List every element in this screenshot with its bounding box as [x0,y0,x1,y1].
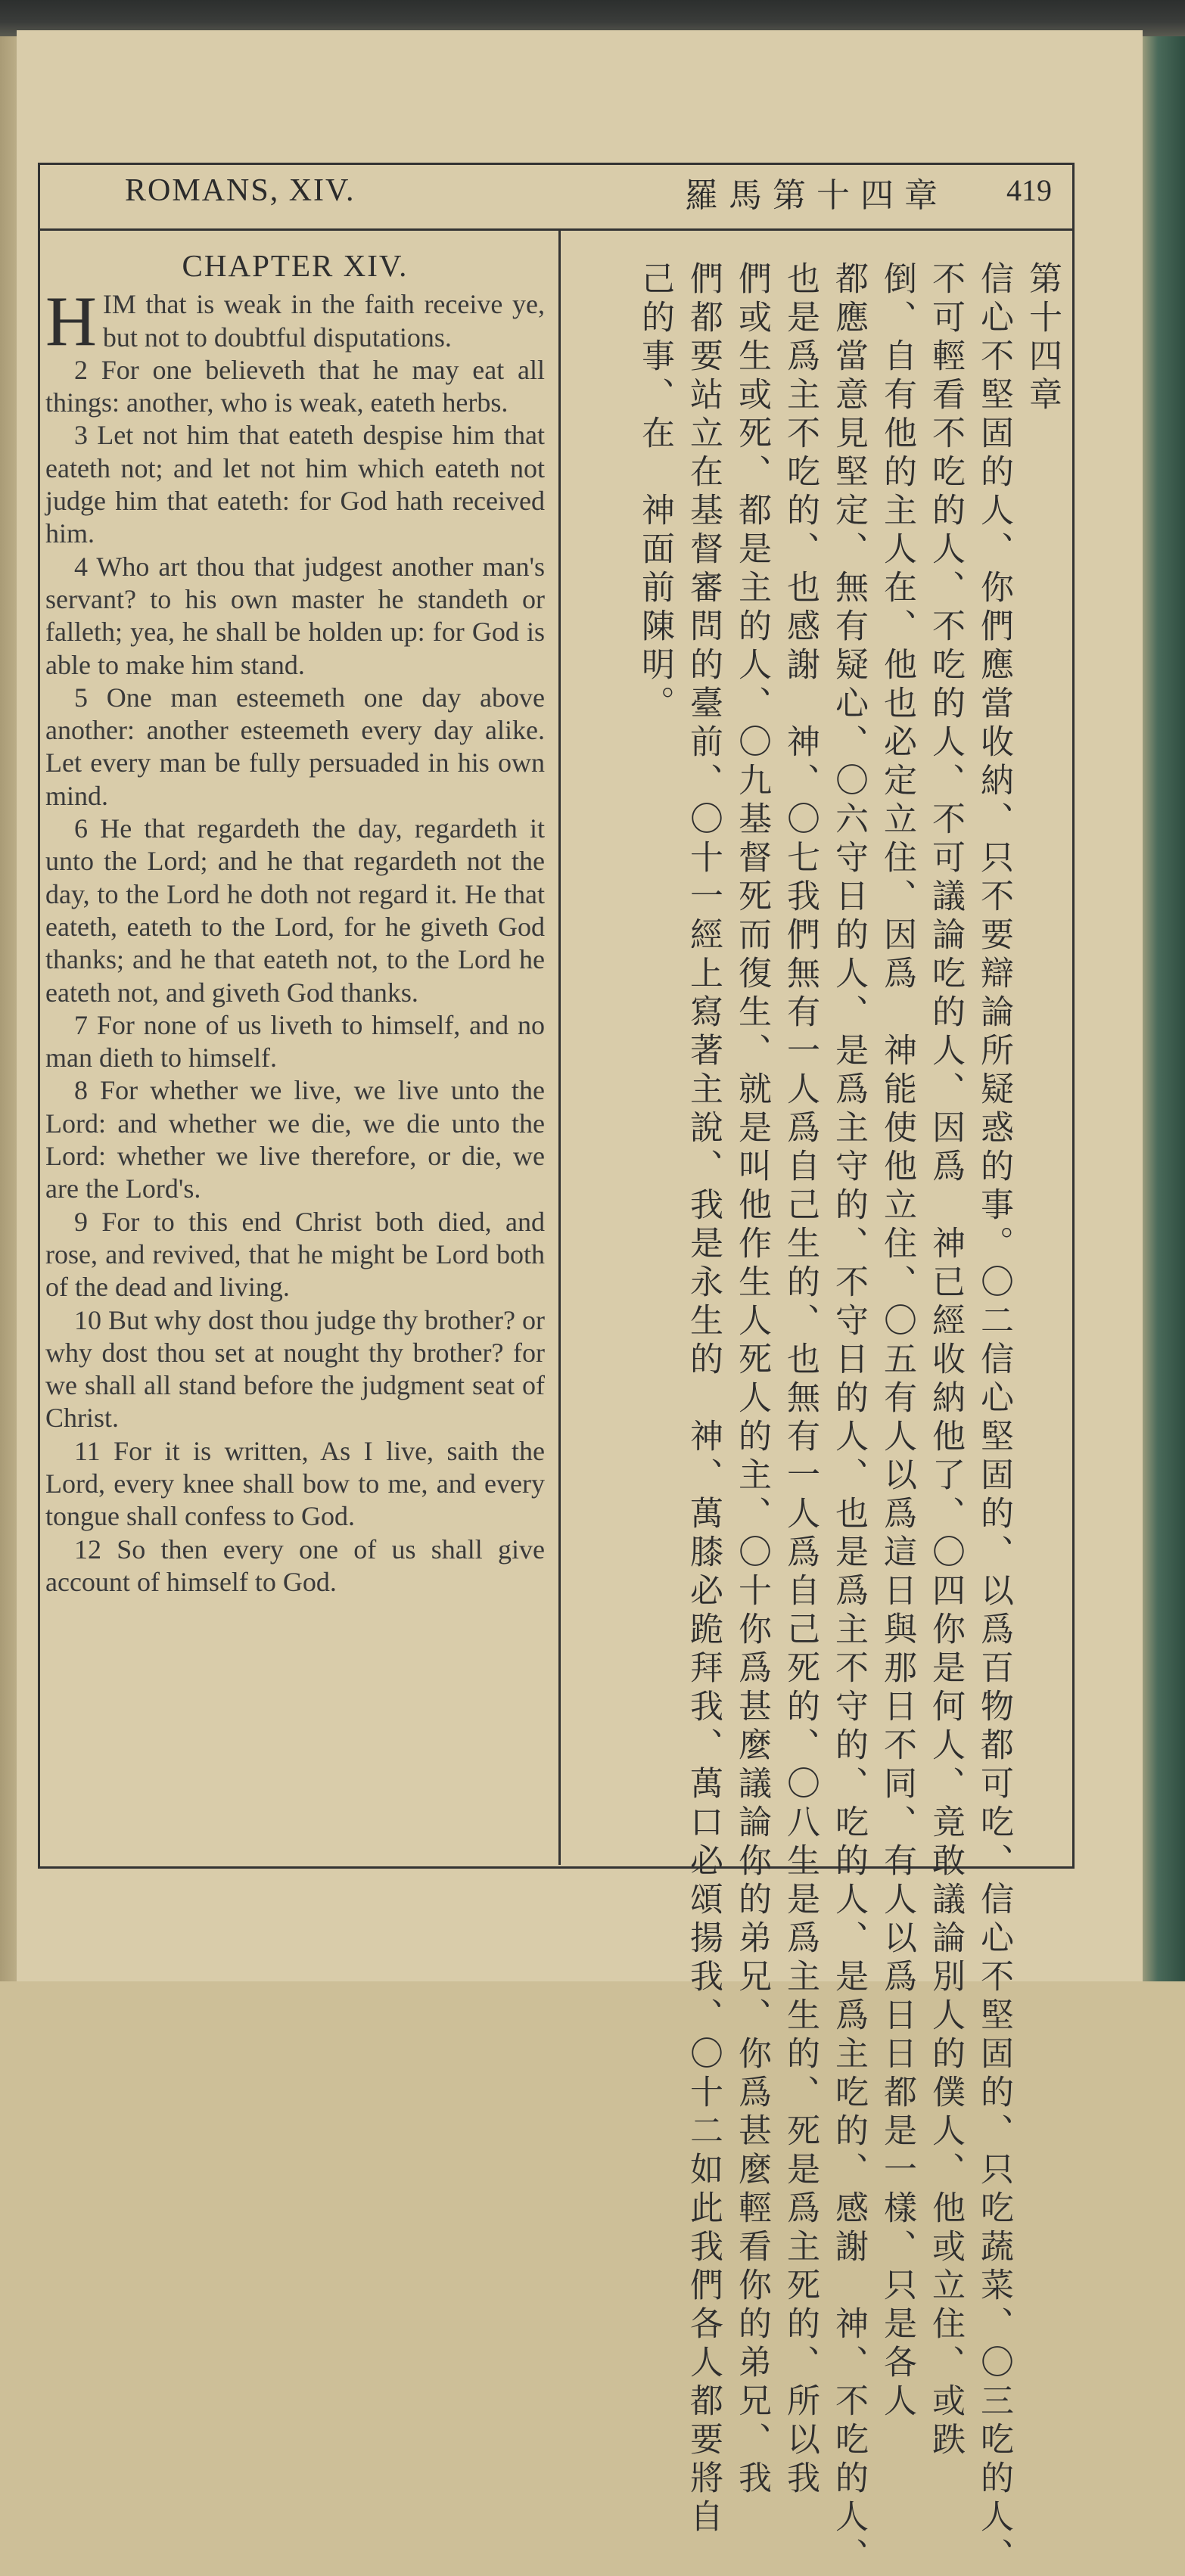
verse-10: 10 But why dost thou judge thy brother? or why dost thou set at nought thy brother? for we shall all stand before the judgment seat of Christ. [45,1304,545,1434]
verse-4: 4 Who art thou that judgest another man's servant? to his own master he standeth or falleth; yea, he shall be holden up: for God is able to make him stand. [45,551,545,680]
verse-7: 7 For none of us liveth to himself, and no man dieth to himself. [45,1009,545,1074]
verse-1-text: IM that is weak in the faith receive ye, but not to doubtful disputations. [102,289,545,353]
verse-12: 12 So then every one of us shall give account of himself to God. [45,1533,545,1597]
chapter-title: CHAPTER XIV. [182,248,409,283]
verse-6: 6 He that regardeth the day, regardeth it unto the Lord; and he that regardeth not the day, to the Lord he doth not regard it. He that eateth, eateth to the Lord, for he giveth God thanks; and he that eateth not, to the Lord he eateth not, and giveth God thanks. [45,813,545,1008]
chinese-text-column: 們都要站立在基督審問的臺前、〇十一經上寫著主說、我是永生的 神、萬膝必跪拜我、萬口必頌揚我、〇十二如此我們各人都要將自 [684,261,723,2537]
verse-8: 8 For whether we live, we live unto the Lord: and whether we die, we die unto the Lord: whether we live therefore, or die, we are the Lord's. [45,1075,545,1204]
verse-3: 3 Let not him that eateth despise him that eateth not; and let not him which eateth not judge him that eateth: for God hath received him. [45,420,545,549]
chinese-column-area [571,261,1063,2576]
verse-9: 9 For to this end Christ both died, and rose, and revived, that he might be Lord both of the dead and living. [45,1206,545,1303]
chinese-text-column: 們或生或死、都是主的人、〇九基督死而復生、就是叫他作生人死人的主、〇十你爲甚麼議論你的弟兄、你爲甚麼輕看你的弟兄、我 [732,261,771,2499]
page-number: 419 [1006,173,1052,207]
chinese-text-column: 都應當意見堅定、無有疑心、〇六守日的人、是爲主守的、不守日的人、也是爲主不守的、吃的人、是爲主吃的、感謝 神、不吃的人、 [829,261,868,2576]
verse-2: 2 For one believeth that he may eat all things: another, who is weak, eateth herbs. [45,354,545,418]
chinese-text-column: 不可輕看不吃的人、不吃的人、不可議論吃的人、因爲 神已經收納他了、〇四你是何人、竟敢議論別人的僕人、他或立住、或跌 [926,261,965,2460]
chinese-text-column: 己的事、在 神面前陳明。 [636,261,674,724]
drop-cap: H [45,282,97,362]
running-title-chinese: 羅馬第十四章 [685,176,948,215]
chinese-text-column: 倒、自有他的主人在、他也必定立住、因爲 神能使他立住、〇五有人以爲這日與那日不同、有人以爲日日都是一樣、只是各人 [878,261,916,2422]
verse-5: 5 One man esteemeth one day above another: another esteemeth every day alike. Let every man be fully persuaded in his own mind. [45,682,545,811]
english-column [45,242,545,1599]
chinese-text-column: 也是爲主不吃的、也感謝 神、〇七我們無有一人爲自己生的、也無有一人爲自己死的、〇八生是爲主生的、死是爲主死的、所以我 [781,261,820,2499]
verse-11: 11 For it is written, As I live, saith the Lord, every knee shall bow to me, and every tongue shall confess to God. [45,1435,545,1532]
chinese-chapter-heading: 第十四章 [1023,261,1062,415]
chinese-text-column: 信心不堅固的人、你們應當收納、只不要辯論所疑惑的事。〇二信心堅固的、以爲百物都可吃、信心不堅固的、只吃蔬菜、〇三吃的人、 [975,261,1013,2576]
verse-1 [45,282,545,362]
column-divider [558,231,561,1865]
running-title-english: ROMANS, XIV. [125,173,356,208]
